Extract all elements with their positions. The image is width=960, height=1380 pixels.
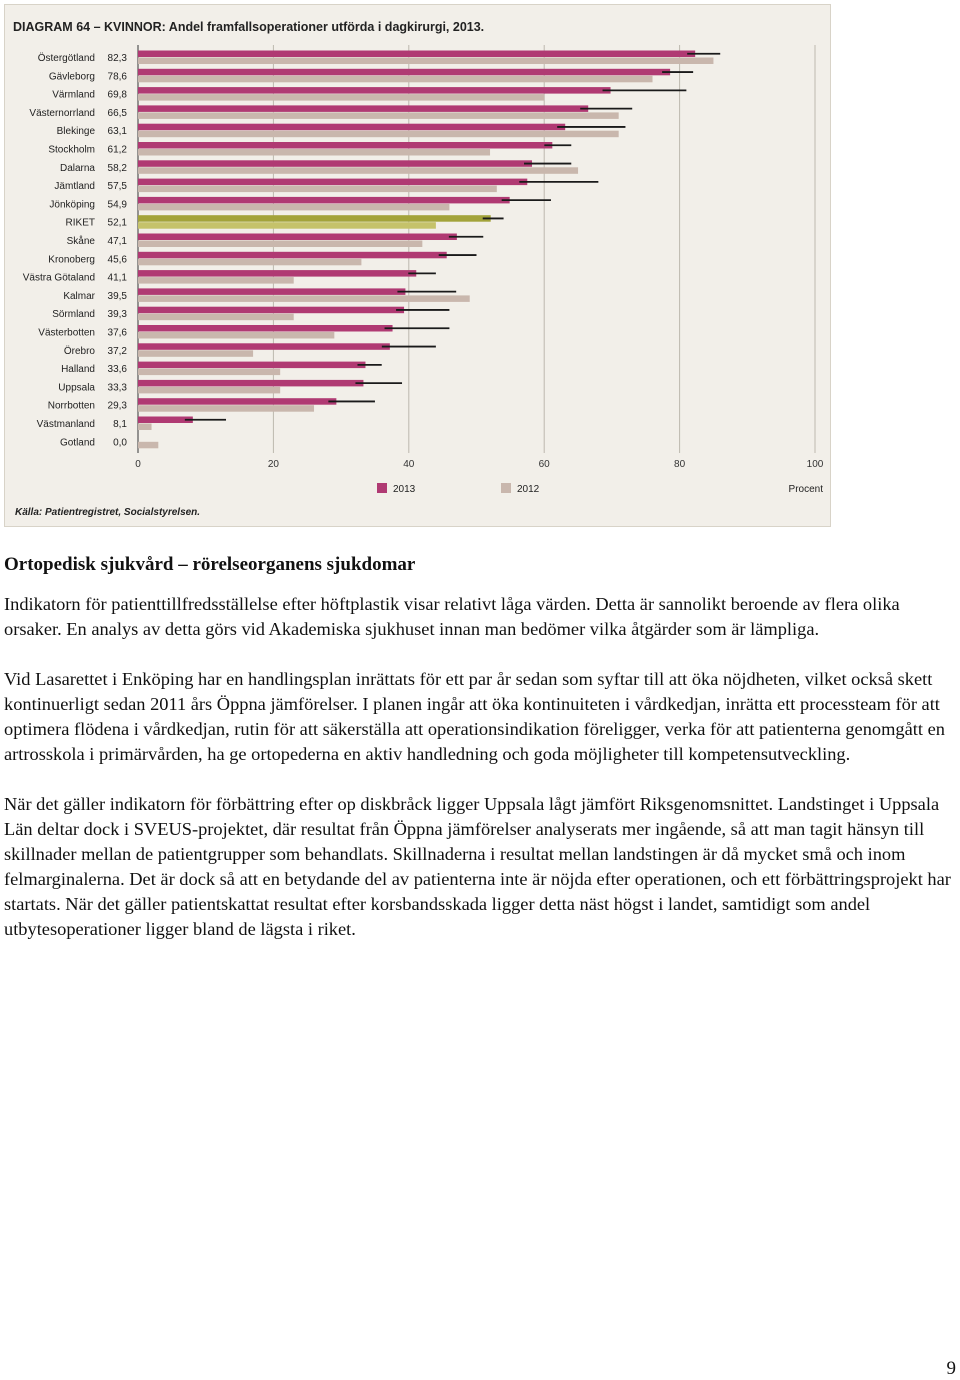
bar-2012 [138,241,422,248]
x-tick-label: 40 [403,459,415,470]
source-note: Källa: Patientregistret, Socialstyrelsen. [15,507,201,518]
paragraph-2: Vid Lasarettet i Enköping har en handlingsplan inrättats för ett par år sedan som syftar till att öka nöjdheten, vilket också skett kontinuerligt sedan 2011 års Öppna jämförelser. I planen ingår att öka kontinuiteten i vårdkedjan, inrätta ett processteam för att optimera flödena i vårdkedjan, rutin för att säkerställa att operationsindikation föreligger, verka för att patienterna genomgått en artrosskola i primärvården, ha ge ortopederna en aktiv handledning och goda möjligheter till kompetensutveckling. [4,669,945,764]
bar-2012 [138,369,280,376]
category-label: Gotland [59,437,95,449]
bar-2013 [138,142,552,149]
bar-2012 [138,149,490,156]
category-label: Norrbotten [47,400,95,412]
x-axis-label: Procent [788,484,823,495]
bar-2013 [138,380,363,387]
bar-2012 [138,387,280,394]
legend-label-2012: 2012 [517,484,540,495]
category-label: RIKET [65,217,95,229]
bar-2012 [138,112,619,119]
category-label: Örebro [63,345,95,357]
value-label: 37,6 [107,327,127,339]
bar-2013 [138,197,510,204]
value-label: 78,6 [107,71,127,83]
value-label: 0,0 [113,437,127,449]
value-label: 69,8 [107,89,127,101]
x-tick-label: 100 [806,459,824,470]
x-tick-label: 20 [267,459,279,470]
paragraph-1: Indikatorn för patienttillfredsställelse efter höftplastik visar relativt låga värden. Detta är sannolikt beroende av flera olika orsaker. En analys av detta görs vid Akademiska sjukhuset innan man bedömer vilka åtgärder som är lämpliga. [4,594,900,639]
bar-2013 [138,343,390,350]
bar-2012 [138,222,436,229]
category-label: Kalmar [63,290,95,302]
bar-2012 [138,424,152,431]
value-label: 58,2 [107,162,127,174]
value-label: 45,6 [107,254,127,266]
bar-2013 [138,69,670,76]
legend-swatch-2013 [377,483,387,493]
value-label: 57,5 [107,181,127,193]
value-label: 63,1 [107,126,127,138]
bar-2012 [138,314,294,321]
section-heading: Ortopedisk sjukvård – rörelseorganens sjukdomar [4,554,416,575]
bar-2012 [138,295,470,302]
bar-2013 [138,398,336,405]
bar-2012 [138,76,653,83]
bar-2013 [138,215,491,222]
bar-2012 [138,94,544,101]
bar-2013 [138,124,565,131]
bar-2013 [138,252,447,258]
category-label: Uppsala [58,382,95,394]
bar-2012 [138,442,158,449]
category-label: Västerbotten [38,327,95,339]
value-label: 52,1 [107,217,127,229]
bar-chart [5,5,832,528]
bar-2012 [138,131,619,138]
value-label: 29,3 [107,400,127,412]
bar-2013 [138,270,416,277]
bar-2013 [138,160,532,167]
legend-swatch-2012 [501,483,511,493]
category-label: Västmanland [36,419,95,430]
bar-2012 [138,332,334,339]
category-label: Västernorrland [29,107,95,119]
value-label: 37,2 [107,345,127,357]
category-label: Stockholm [48,144,95,156]
category-label: Dalarna [59,162,95,174]
category-label: Jönköping [49,199,95,211]
bar-2013 [138,234,457,241]
bar-2013 [138,105,588,112]
category-label: Värmland [52,89,95,101]
chart-title: DIAGRAM 64 – KVINNOR: Andel framfallsoperationer utförda i dagkirurgi, 2013. [13,20,485,34]
category-label: Gävleborg [48,71,95,83]
x-tick-label: 80 [674,459,686,470]
value-label: 39,5 [107,290,127,302]
category-label: Östergötland [37,53,95,64]
value-label: 8,1 [113,419,127,430]
bar-2013 [138,288,405,295]
bar-2013 [138,51,695,58]
value-label: 33,3 [107,382,127,394]
value-label: 61,2 [107,144,127,156]
category-label: Sörmland [52,309,95,321]
bar-2013 [138,307,404,314]
category-label: Kronoberg [48,254,95,266]
document-body [4,552,954,967]
bar-2013 [138,87,611,94]
bar-2012 [138,58,713,65]
category-label: Blekinge [56,126,95,138]
value-label: 82,3 [107,53,127,64]
category-label: Skåne [66,236,95,247]
category-label: Västra Götaland [22,272,95,284]
bar-2012 [138,350,253,357]
value-label: 41,1 [107,272,127,284]
bar-2013 [138,417,193,424]
category-label: Halland [61,364,95,376]
x-tick-label: 0 [135,459,141,470]
page-number: 9 [946,1358,956,1379]
value-label: 33,6 [107,364,127,376]
bar-2013 [138,362,365,369]
bar-2012 [138,405,314,412]
legend-label-2013: 2013 [393,484,416,495]
bar-2013 [138,179,527,186]
paragraph-3: När det gäller indikatorn för förbättring efter op diskbråck ligger Uppsala lågt jämfört Riksgenomsnittet. Landstinget i Uppsala Län deltar dock i SVEUS-projektet, där resultat från Öppna jämförelser analyserats mer ingående, så att man tagit hänsyn till skillnader mellan de patientgrupper som behandlats. Skillnaderna i resultat mellan landstingen är då mycket små och inom felmarginalerna. Det är dock så att en betydande del av patienterna inte är nöjda efter operationen, och ett förbättringsprojekt har startats. När det gäller patientskattat resultat efter korsbandsskada ligger detta näst högst i landet, samtidigt som andel utbytesoperationer ligger bland de lägsta i riket. [4,794,951,939]
value-label: 39,3 [107,309,127,321]
value-label: 54,9 [107,199,127,211]
x-tick-label: 60 [538,459,550,470]
bar-2012 [138,186,497,193]
value-label: 47,1 [107,236,127,247]
category-label: Jämtland [54,181,95,193]
bar-2012 [138,277,294,284]
chart-figure [4,4,831,527]
bar-2012 [138,167,578,174]
bar-2012 [138,259,361,266]
bar-2013 [138,325,393,332]
bar-2012 [138,204,449,211]
value-label: 66,5 [107,107,127,119]
